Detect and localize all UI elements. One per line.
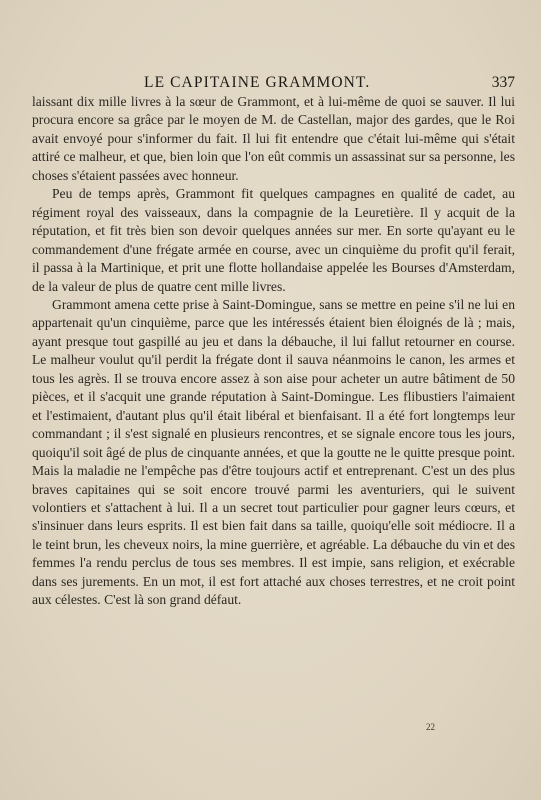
paragraph-saint-domingue: Grammont amena cette prise à Saint-Domingue, sans se mettre en peine s'il ne lui en appartenait qu'un cinquième, parce que les intéressés étaient bien éloignés de là ; mais, ayant presque tout gaspillé au jeu et dans la débauche, il lui fallut retourner en course. Le malheur voulut qu'il perdit la frégate dont il sauva néanmoins le canon, les armes et tous les agrès. Il se trouva encore assez à son aise pour acheter un autre bâtiment de 50 pièces, et il s'acquit une grande réputation à Saint-Domingue. Les flibustiers l'aimaient et l'estimaient, d'autant plus qu'il était libéral et bienfaisant. Il a été fort longtemps leur commandant ; il s'est signalé en plusieurs rencontres, et se signale encore tous les jours, quoiqu'il soit âgé de plus de cinquante années, et que la goutte ne le quitte presque point. Mais la maladie ne l'empêche pas d'être toujours actif et entreprenant. C'est un des plus braves capitaines qui se soit encore trouvé parmi les aventuriers, qui le suivent volontiers et s'attachent à lui. Il a un secret tout particulier pour gagner leurs cœurs, et s'insinuer dans leurs esprits. Il est bien fait dans sa taille, quoiqu'elle soit médiocre. Il a le teint brun, les cheveux noirs, la mine guerrière, et agréable. La débauche du vin et des femmes l'a rendu perclus de tous ses membres. Il est impie, sans religion, et exécrable dans ses jurements. En un mot, il est fort attaché aux choses terrestres, et ne croit point aux célestes. C'est là son grand défaut. [32,296,515,608]
paragraph-continued: laissant dix mille livres à la sœur de Grammont, et à lui-même de quoi se sauver. Il lui procura encore sa grâce par le moyen de M. de Castellan, major des gardes, que le Roi avait envoyé pour s'informer du fait. Il lui fit entendre que c'était lui-même qui s'était attiré ce malheur, et que, bien loin que l'on eût commis un assassinat sur sa personne, les choses s'étaient passées avec honneur. [32,94,515,183]
page-number: 337 [491,74,515,91]
signature-mark: 22 [426,722,435,732]
paragraph-campaigns: Peu de temps après, Grammont fit quelques campagnes en qualité de cadet, au régiment royal des vaisseaux, dans la compagnie de la Leuretière. Il y acquit de la réputation, et fit très bien son devoir quelques années sur mer. En sorte qu'ayant eu le commandement d'une frégate armée en course, avec un cinquième du profit qu'il ferait, il passa à la Martinique, et prit une flotte hollandaise appelée les Bourses d'Amsterdam, de la valeur de plus de quatre cent mille livres. [32,186,515,294]
running-title: LE CAPITAINE GRAMMONT. [144,74,371,91]
page-header [32,74,515,94]
body-text [32,93,515,610]
